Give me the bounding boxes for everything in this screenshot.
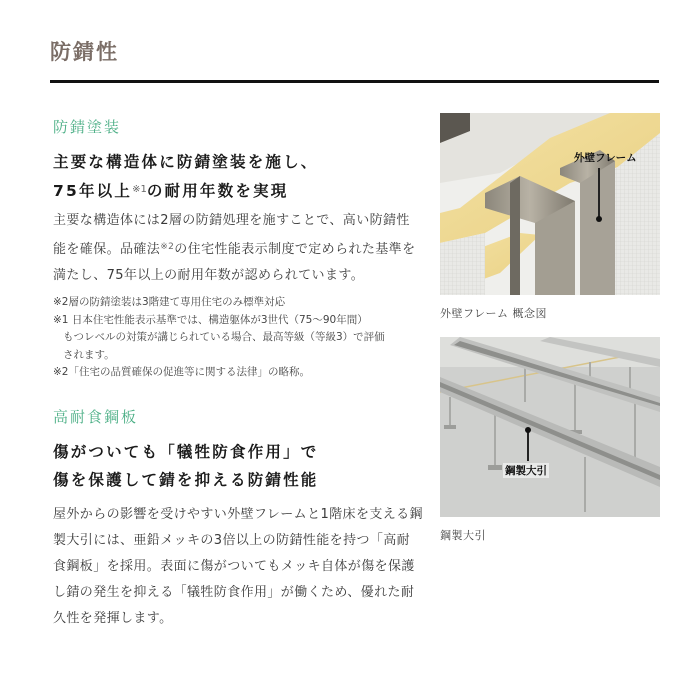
- body-text-part: の住宅性能表示制度で定められた基準を満たし、75年以上の耐用年数が認められています。: [53, 242, 416, 283]
- callout-label-steel-floor-beam: 鋼製大引: [505, 465, 547, 477]
- exterior-wall-frame-image: [440, 113, 660, 295]
- section-lead-corrosion-resistant-steel: [53, 438, 319, 494]
- lead-line-1: 傷がついても「犠牲防食作用」で: [53, 443, 319, 461]
- title-divider: [50, 80, 659, 83]
- section-body-anti-rust-coating: [53, 208, 423, 289]
- figure-caption-steel-floor-beam: 鋼製大引: [440, 529, 486, 542]
- footnote-ref-2: ※2: [160, 242, 175, 252]
- footnote: ※2層の防錆塗装は3階建て専用住宅のみ標準対応: [53, 296, 286, 308]
- footnote: ※1 日本住宅性能表示基準では、構造躯体が3世代（75〜90年間）: [53, 313, 368, 326]
- callout-leader-line: [527, 429, 529, 461]
- figure-caption-exterior-wall-frame: 外壁フレーム 概念図: [440, 307, 548, 320]
- footnote-continuation: もつレベルの対策が講じられている場合、最高等級（等級3）で評価: [63, 331, 385, 343]
- footnote-continuation: されます。: [63, 348, 115, 361]
- section-heading-corrosion-resistant-steel: 高耐食鋼板: [53, 408, 139, 426]
- steel-floor-beam-photo: [440, 337, 660, 517]
- exterior-wall-frame-illustration: [440, 113, 660, 295]
- steel-floor-beam-image: [440, 337, 660, 517]
- footnote: [53, 347, 425, 365]
- footnote: [53, 329, 425, 347]
- callout-leader-line: [598, 168, 600, 218]
- section-heading-anti-rust-coating: 防錆塗装: [53, 118, 122, 136]
- body-text-part: 主要な構造体には2層の防錆処理を施すことで、高い防錆性能を確保。品確法: [53, 213, 410, 257]
- lead-line-2-post: の耐用年数を実現: [146, 182, 289, 200]
- figure-exterior-wall-frame: [440, 113, 660, 321]
- footnote-ref-1: ※1: [132, 184, 147, 195]
- lead-line-1: 主要な構造体に防錆塗装を施し、: [53, 153, 319, 171]
- callout-label-exterior-wall-frame: 外壁フレーム: [574, 152, 637, 164]
- lead-line-2-pre: 75年以上: [53, 182, 133, 200]
- section-lead-anti-rust-coating: [53, 148, 319, 205]
- callout-dot: [596, 216, 602, 222]
- section-body-corrosion-resistant-steel: 屋外からの影響を受けやすい外壁フレームと1階床を支える鋼製大引には、亜鉛メッキの3倍以上の防錆性能を持つ「高耐食鋼板」を採用。表面に傷がついてもメッキ自体が傷を保護し錆の発生を抑える「犠牲防食作用」が働くため、優れた耐久性を発揮します。: [53, 507, 423, 626]
- callout-dot: [525, 427, 531, 433]
- figure-steel-floor-beam: [440, 337, 660, 543]
- footnote: ※2「住宅の品質確保の促進等に関する法律」の略称。: [53, 366, 310, 378]
- footnotes-list: [53, 294, 425, 382]
- lead-line-2: 傷を保護して錆を抑える防錆性能: [53, 471, 319, 489]
- page-title: 防錆性: [50, 40, 119, 64]
